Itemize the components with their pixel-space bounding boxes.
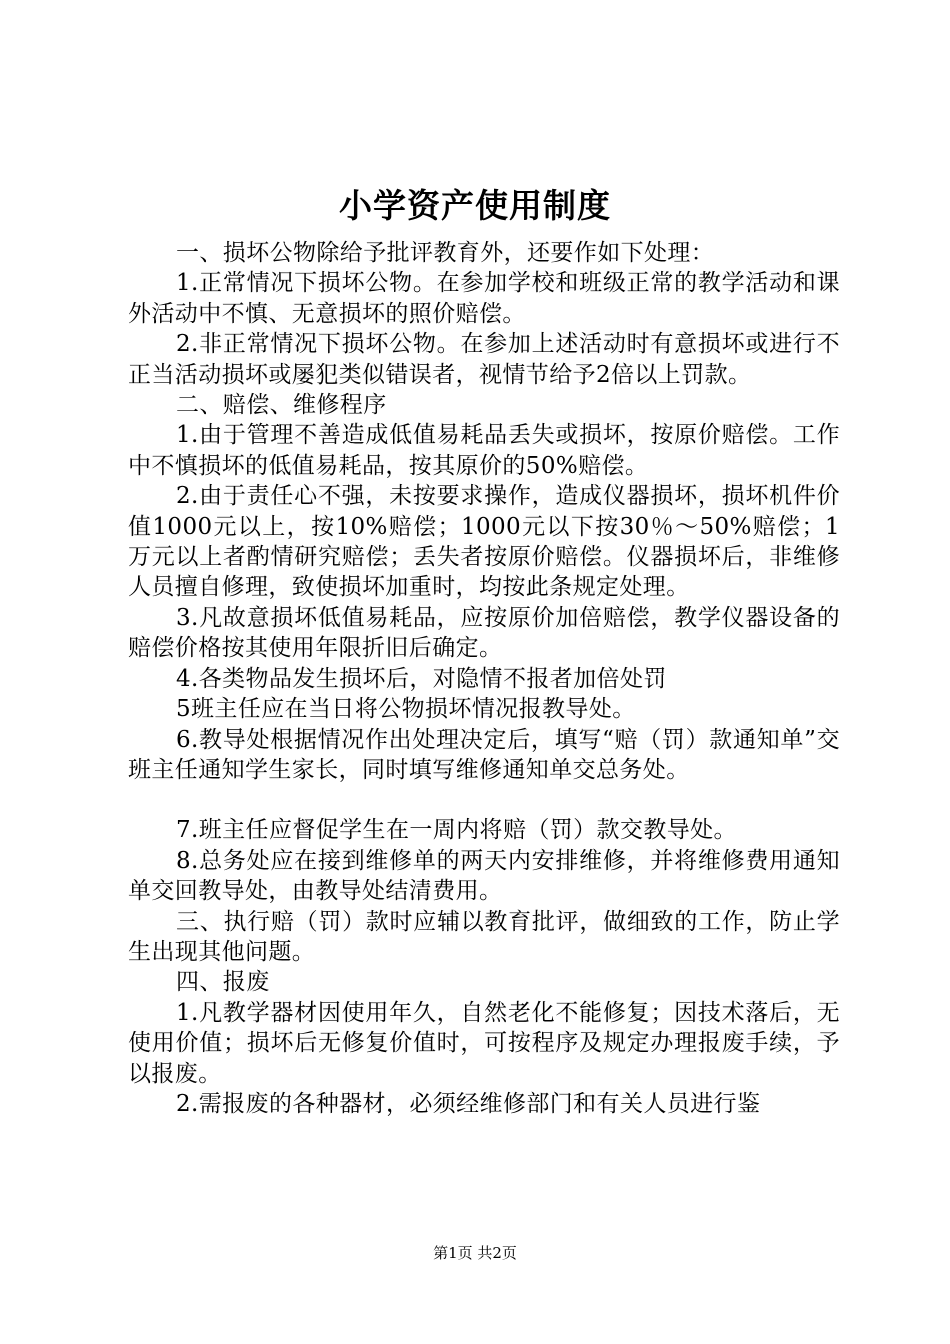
section-4-item-1: 1.凡教学器材因使用年久，自然老化不能修复；因技术落后，无使用价值；损坏后无修复价值时，可按程序及规定办理报废手续，予以报废。: [128, 999, 840, 1087]
section-2-item-3: 3.凡故意损坏低值易耗品，应按原价加倍赔偿，教学仪器设备的赔偿价格按其使用年限折旧后确定。: [128, 604, 840, 662]
section-4-heading: 四、报废: [176, 969, 270, 996]
paragraph-gap: [128, 785, 840, 815]
section-2-item-4: 4.各类物品发生损坏后，对隐情不报者加倍处罚: [176, 665, 667, 692]
section-1-item-2: 2.非正常情况下损坏公物。在参加上述活动时有意损坏或进行不正当活动损坏或屡犯类似错误者，视情节给予2倍以上罚款。: [128, 331, 840, 388]
section-2-item-7: 7.班主任应督促学生在一周内将赔（罚）款交教导处。: [176, 817, 737, 844]
section-2-item-8: 8.总务处应在接到维修单的两天内安排维修，并将维修费用通知单交回教导处，由教导处结清费用。: [128, 847, 840, 905]
document-body: [128, 238, 840, 1119]
section-2-item-1: 1.由于管理不善造成低值易耗品丢失或损坏，按原价赔偿。工作中不慎损坏的低值易耗品，按其原价的50%赔偿。: [128, 422, 840, 479]
document-title: 小学资产使用制度: [339, 186, 611, 225]
page-footer: 第1页 共2页: [433, 1244, 517, 1262]
section-1-heading: 一、损坏公物除给予批评教育外，还要作如下处理：: [176, 240, 715, 266]
section-1-item-1: 1.正常情况下损坏公物。在参加学校和班级正常的教学活动和课外活动中不慎、无意损坏的照价赔偿。: [128, 270, 840, 327]
section-2-item-5: 5班主任应在当日将公物损坏情况报教导处。: [176, 696, 636, 723]
section-2-heading: 二、赔偿、维修程序: [176, 392, 387, 419]
section-2-item-2: 2.由于责任心不强，未按要求操作，造成仪器损坏，损坏机件价值1000元以上，按10%赔偿；1000元以下按30％～50%赔偿；1万元以上者酌情研究赔偿；丢失者按原价赔偿。仪器损坏后，非维修人员擅自修理，致使损坏加重时，均按此条规定处理。: [128, 483, 840, 601]
section-2-item-6: 6.教导处根据情况作出处理决定后，填写“赔（罚）款通知单”交班主任通知学生家长，同时填写维修通知单交总务处。: [128, 726, 840, 783]
section-4-item-2: 2.需报废的各种器材，必须经维修部门和有关人员进行鉴: [176, 1090, 761, 1117]
section-3-heading: 三、执行赔（罚）款时应辅以教育批评，做细致的工作，防止学生出现其他问题。: [128, 908, 840, 965]
